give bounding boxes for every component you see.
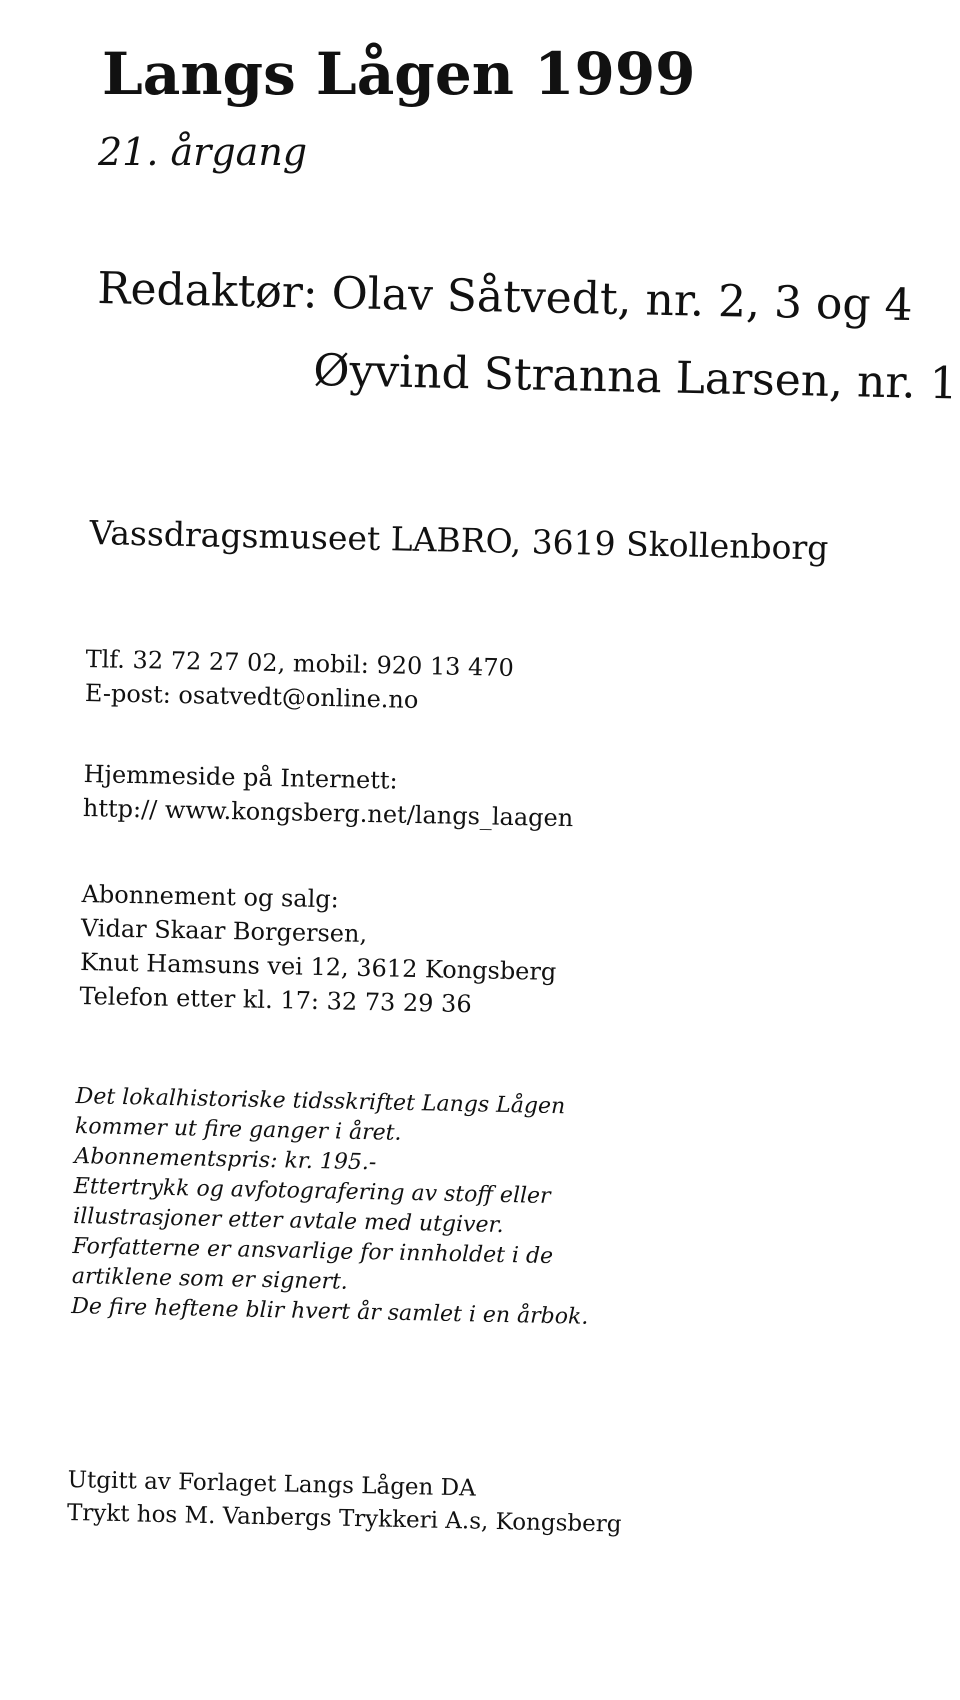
- editor-line-2: Øyvind Stranna Larsen, nr. 1: [312, 344, 959, 410]
- subscription-contact-name: Vidar Skaar Borgersen,: [80, 913, 368, 948]
- about-line: De fire heftene blir hvert år samlet i en årbok.: [71, 1293, 589, 1330]
- publisher-block: [67, 1464, 623, 1542]
- about-block: [71, 1082, 593, 1333]
- about-line: illustrasjoner etter avtale med utgiver.: [72, 1203, 504, 1238]
- publication-title: Langs Lågen 1999: [102, 40, 696, 108]
- website-url: http:// www.kongsberg.net/langs_laagen: [82, 793, 574, 833]
- volume-number: 21. årgang: [98, 130, 308, 174]
- email-address: E-post: osatvedt@online.no: [84, 678, 419, 714]
- about-line: Abonnementspris: kr. 195.-: [74, 1143, 377, 1176]
- about-line: Ettertrykk og avfotografering av stoff eller: [73, 1173, 551, 1209]
- about-line: kommer ut fire ganger i året.: [74, 1113, 402, 1146]
- contact-block: [85, 642, 515, 719]
- editor-line-1: Redaktør: Olav Såtvedt, nr. 2, 3 og 4: [96, 262, 914, 332]
- about-line: Det lokalhistoriske tidsskriftet Langs Lågen: [75, 1083, 566, 1120]
- printer-line: Trykt hos M. Vanbergs Trykkeri A.s, Kongsberg: [66, 1499, 622, 1538]
- phone-number: Tlf. 32 72 27 02, mobil: 920 13 470: [85, 644, 515, 682]
- website-label: Hjemmeside på Internett:: [83, 759, 398, 795]
- subscription-heading: Abonnement og salg:: [81, 879, 340, 914]
- subscription-address: Knut Hamsuns vei 12, 3612 Kongsberg: [79, 947, 557, 986]
- museum-address: Vassdragsmuseet LABRO, 3619 Skollenborg: [89, 512, 829, 568]
- publisher-line: Utgitt av Forlaget Langs Lågen DA: [67, 1466, 477, 1502]
- subscription-block: [79, 877, 558, 1023]
- about-line: artiklene som er signert.: [71, 1263, 349, 1295]
- subscription-phone: Telefon etter kl. 17: 32 73 29 36: [79, 981, 472, 1019]
- website-block: [83, 757, 575, 835]
- about-line: Forfatterne er ansvarlige for innholdet i de: [72, 1233, 554, 1270]
